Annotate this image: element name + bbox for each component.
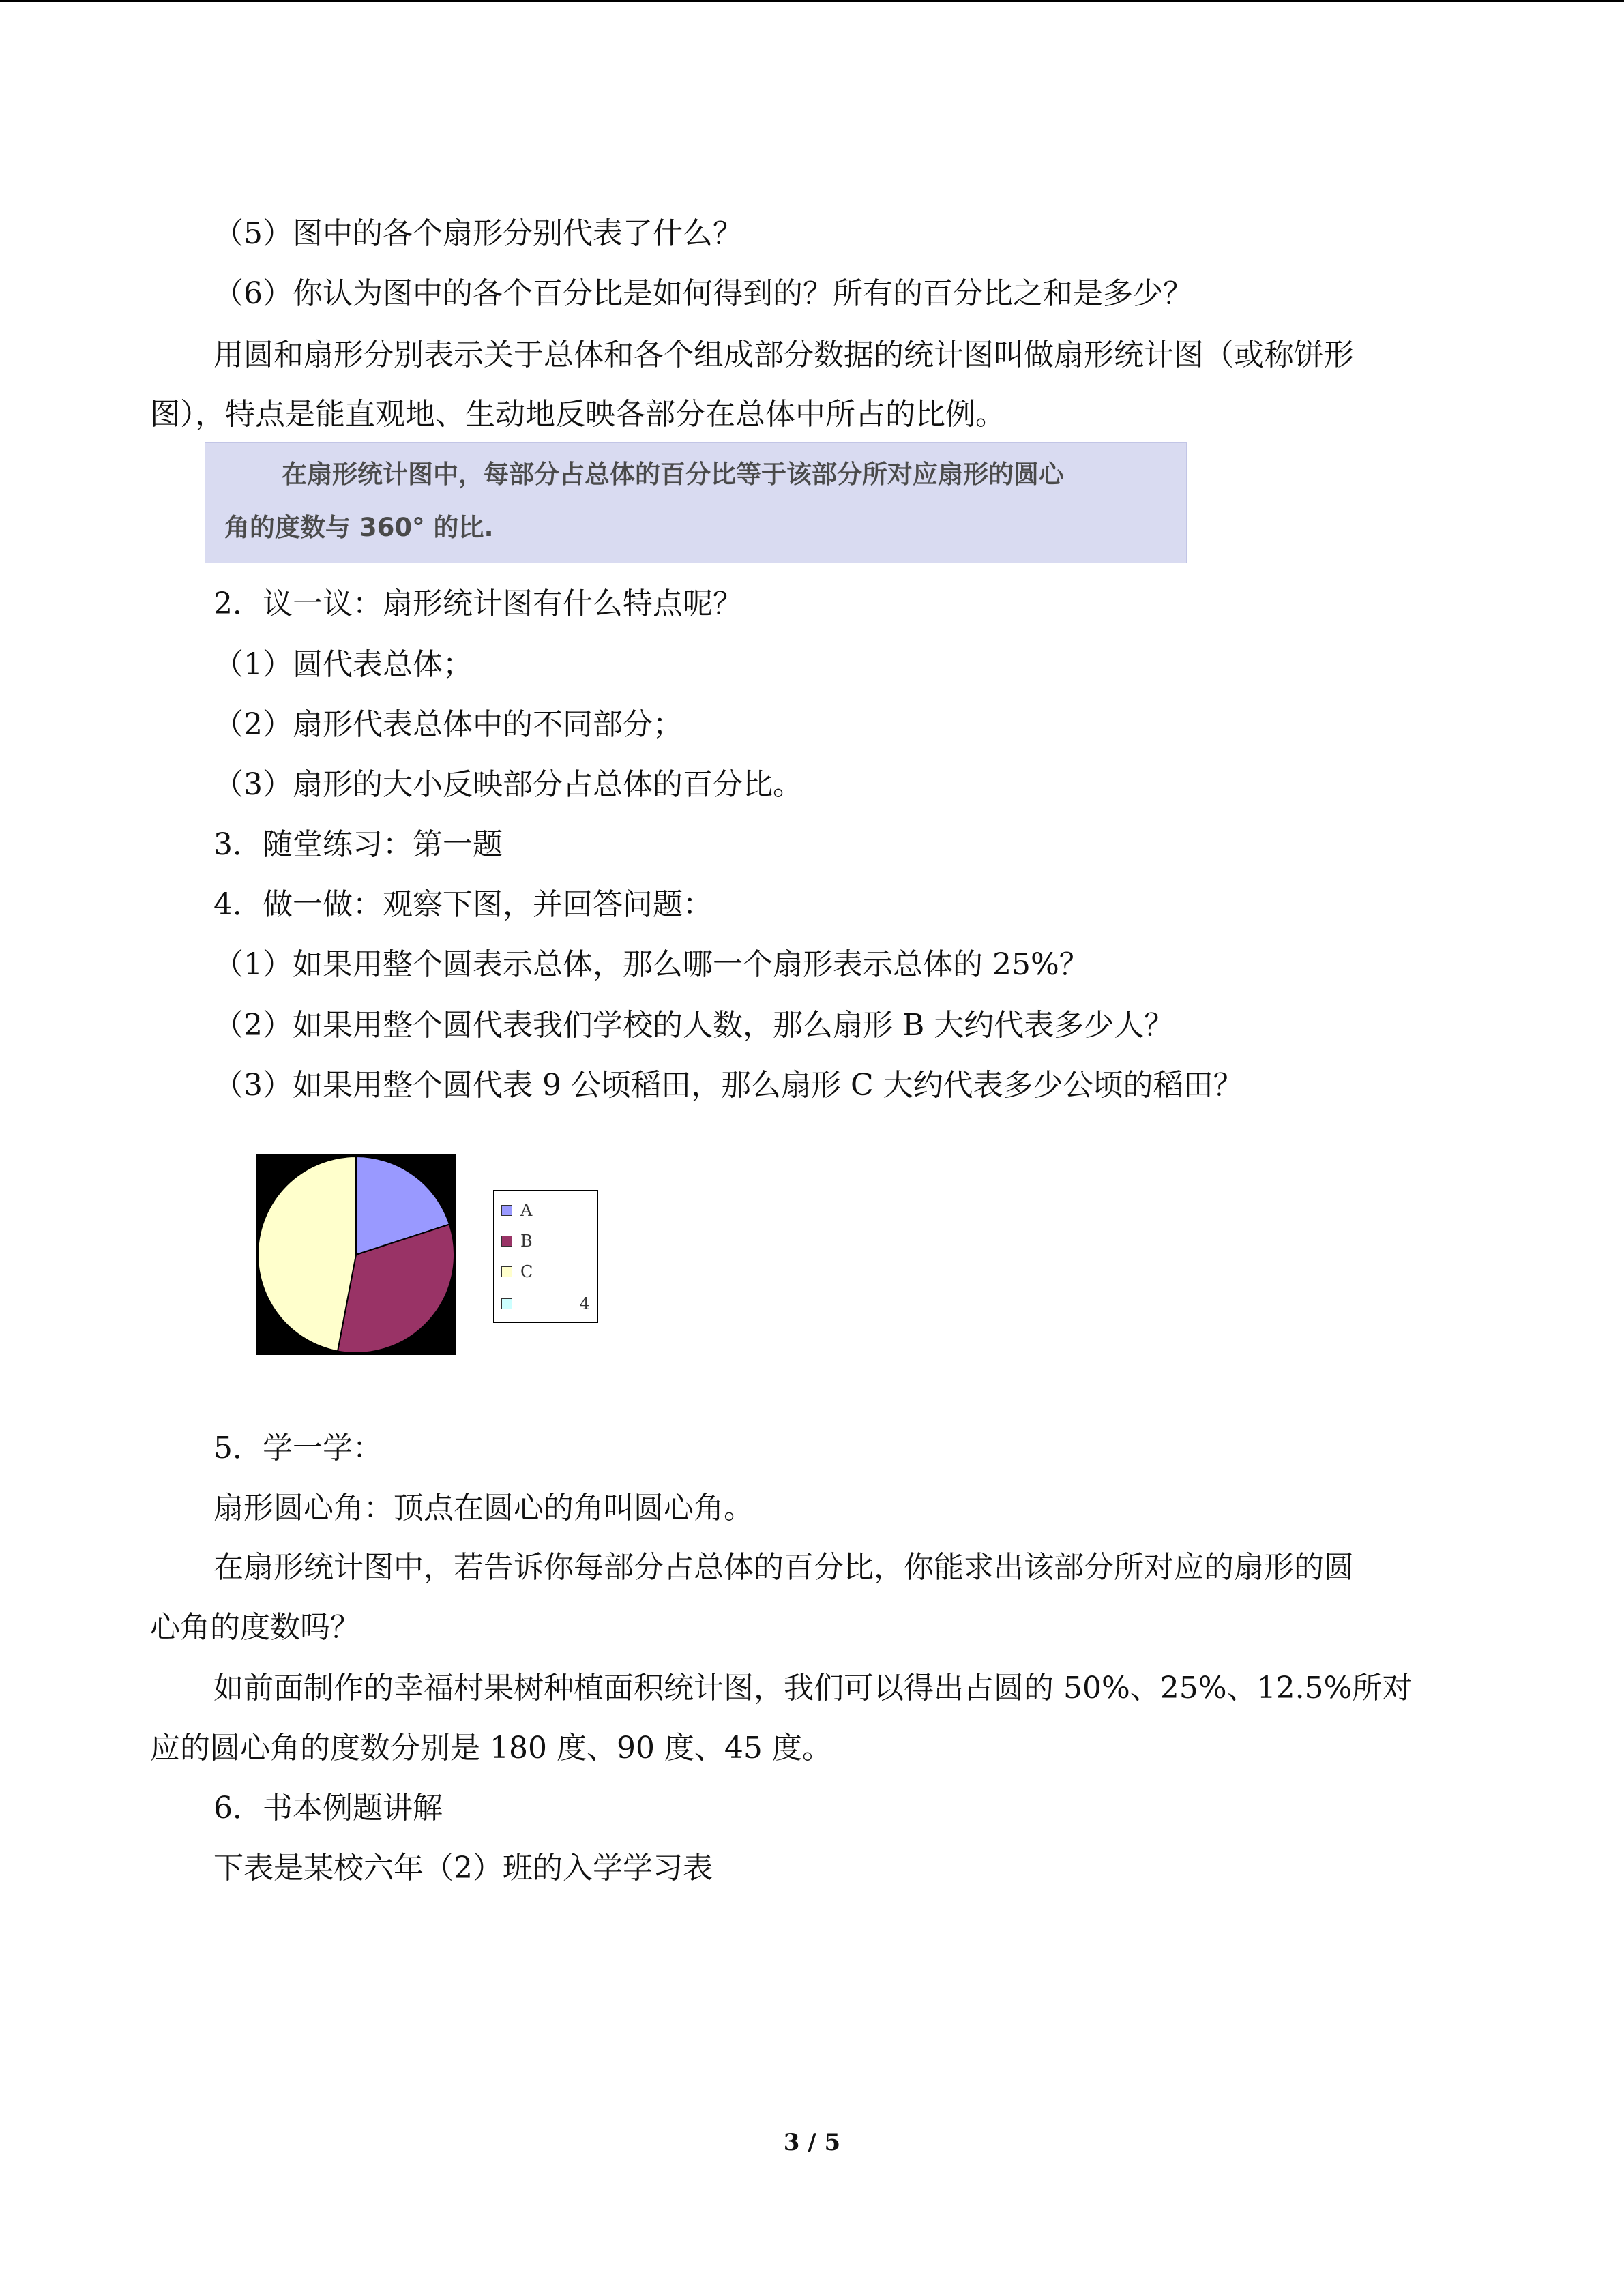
- section-4-item-1: （1）如果用整个圆表示总体，那么哪一个扇形表示总体的 25%？: [213, 947, 1089, 982]
- legend-label-c: C: [520, 1262, 533, 1281]
- question-6: （6）你认为图中的各个百分比是如何得到的？所有的百分比之和是多少？: [213, 276, 1193, 311]
- legend-swatch-4: [501, 1298, 512, 1309]
- legend-item-b: [501, 1231, 590, 1251]
- section-5-example-line-2: 应的圆心角的度数分别是 180 度、90 度、45 度。: [150, 1731, 832, 1765]
- definition-line-2: 图），特点是能直观地、生动地反映各部分在总体中所占的比例。: [150, 397, 1005, 432]
- section-2-item-3: （3）扇形的大小反映部分占总体的百分比。: [213, 767, 803, 802]
- callout-line-1: 在扇形统计图中，每部分占总体的百分比等于该部分所对应扇形的圆心: [282, 460, 1064, 489]
- section-6-heading: 6．书本例题讲解: [213, 1791, 443, 1825]
- callout-box: [205, 442, 1187, 563]
- legend-swatch-c: [501, 1266, 512, 1277]
- page-number: 3 / 5: [783, 2129, 841, 2156]
- section-4-item-3: （3）如果用整个圆代表 9 公顷稻田，那么扇形 C 大约代表多少公顷的稻田？: [213, 1068, 1243, 1103]
- pie-chart: [256, 1154, 456, 1355]
- section-2-item-1: （1）圆代表总体；: [213, 647, 473, 682]
- legend-label-a: A: [520, 1201, 533, 1220]
- section-6-table-intro: 下表是某校六年（2）班的入学学习表: [213, 1851, 713, 1885]
- section-5-question-line-2: 心角的度数吗？: [150, 1610, 360, 1645]
- pie-chart-svg: [256, 1154, 456, 1355]
- legend-swatch-a: [501, 1205, 512, 1216]
- section-4-item-2: （2）如果用整个圆代表我们学校的人数，那么扇形 B 大约代表多少人？: [213, 1008, 1175, 1043]
- section-5-question-line-1: 在扇形统计图中，若告诉你每部分占总体的百分比，你能求出该部分所对应的扇形的圆: [213, 1550, 1354, 1585]
- section-5-definition: 扇形圆心角：顶点在圆心的角叫圆心角。: [213, 1491, 754, 1525]
- callout-line-2: 角的度数与 360° 的比.: [224, 513, 494, 542]
- question-5: （5）图中的各个扇形分别代表了什么？: [213, 216, 743, 251]
- pie-slice-c: [258, 1157, 356, 1351]
- top-border: [0, 0, 1624, 2]
- legend-label-b: B: [520, 1232, 533, 1251]
- legend-item-a: [501, 1200, 590, 1221]
- definition-line-1: 用圆和扇形分别表示关于总体和各个组成部分数据的统计图叫做扇形统计图（或称饼形: [213, 338, 1354, 372]
- legend-item-c: [501, 1262, 590, 1282]
- section-3-heading: 3．随堂练习：第一题: [213, 827, 503, 862]
- section-2-heading: 2．议一议：扇形统计图有什么特点呢？: [213, 586, 743, 621]
- section-4-heading: 4．做一做：观察下图，并回答问题：: [213, 887, 713, 922]
- section-5-example-line-1: 如前面制作的幸福村果树种植面积统计图，我们可以得出占圆的 50%、25%、12.5%所对: [213, 1671, 1413, 1705]
- legend-swatch-b: [501, 1236, 512, 1247]
- section-2-item-2: （2）扇形代表总体中的不同部分；: [213, 707, 683, 742]
- legend-item-4: [501, 1294, 590, 1314]
- legend-label-4: 4: [579, 1294, 590, 1313]
- chart-legend: [493, 1190, 598, 1323]
- section-5-heading: 5．学一学：: [213, 1431, 383, 1465]
